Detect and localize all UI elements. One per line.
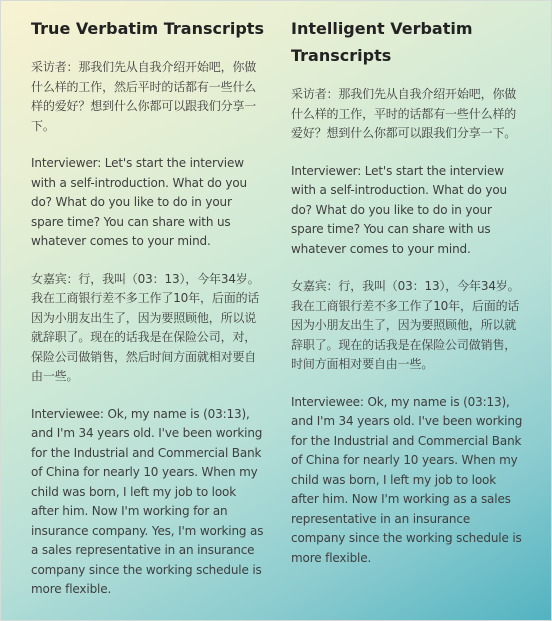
true-verbatim-title: True Verbatim Transcripts	[31, 19, 264, 38]
intelligent-verbatim-interviewer-cn: 采访者：那我们先从自我介绍开始吧，你做什么样的工作，平时的话都有一些什么样的爱好？想到什么你都可以跟我们分享一下。	[291, 87, 517, 140]
intelligent-verbatim-interviewer-en: Interviewer: Let's start the interview with a self-introduction. What do you do? What do you like to do in your spare time? You can share with us whatever comes to your mind.	[291, 163, 508, 256]
intelligent-verbatim-column	[291, 15, 527, 586]
intelligent-verbatim-title: Intelligent Verbatim Transcripts	[291, 19, 473, 65]
true-verbatim-interviewer-en: Interviewer: Let's start the interview with a self-introduction. What do you do? What do you like to do in your spare time? You can share with us whatever comes to your mind.	[31, 156, 248, 248]
intelligent-verbatim-interviewee-cn: 女嘉宾：行，我叫（03：13），今年34岁。我在工商银行差不多工作了10年，后面的话因为小朋友出生了，因为要照顾他，所以就辞职了。现在的话我是在保险公司做销售，时间方面相对要自由一些。	[291, 279, 520, 371]
true-verbatim-column	[31, 15, 267, 618]
true-verbatim-interviewer-cn: 采访者：那我们先从自我介绍开始吧，你做什么样的工作，然后平时的话都有一些什么样的爱好？想到什么你都可以跟我们分享一下。	[31, 60, 257, 133]
intelligent-verbatim-interviewee-en: Interviewee: Ok, my name is (03:13), and I'm 34 years old. I've been working for the Industrial and Commercial Bank of China for nearly 10 years. When my child was born, I left my job to look after him. Now I'm working as a sales representative in an insurance company since the working schedule is more flexible.	[291, 394, 523, 565]
true-verbatim-interviewee-cn: 女嘉宾：行，我叫（03：13），今年34岁。我在工商银行差不多工作了10年，后面的话因为小朋友出生了，因为要照顾他，所以说就辞职了。现在的话我是在保险公司，对，保险公司做销售，然后时间方面就相对要自由一些。	[31, 271, 260, 383]
true-verbatim-interviewee-en: Interviewee: Ok, my name is (03:13), and I'm 34 years old. I've been working for the Industrial and Commercial Bank of China for nearly 10 years. When my child was born, I left my job to look after him. Now I'm working for an insurance company. Yes, I'm working as a sales representative in an insurance company since the working schedule is more flexible.	[31, 406, 264, 596]
